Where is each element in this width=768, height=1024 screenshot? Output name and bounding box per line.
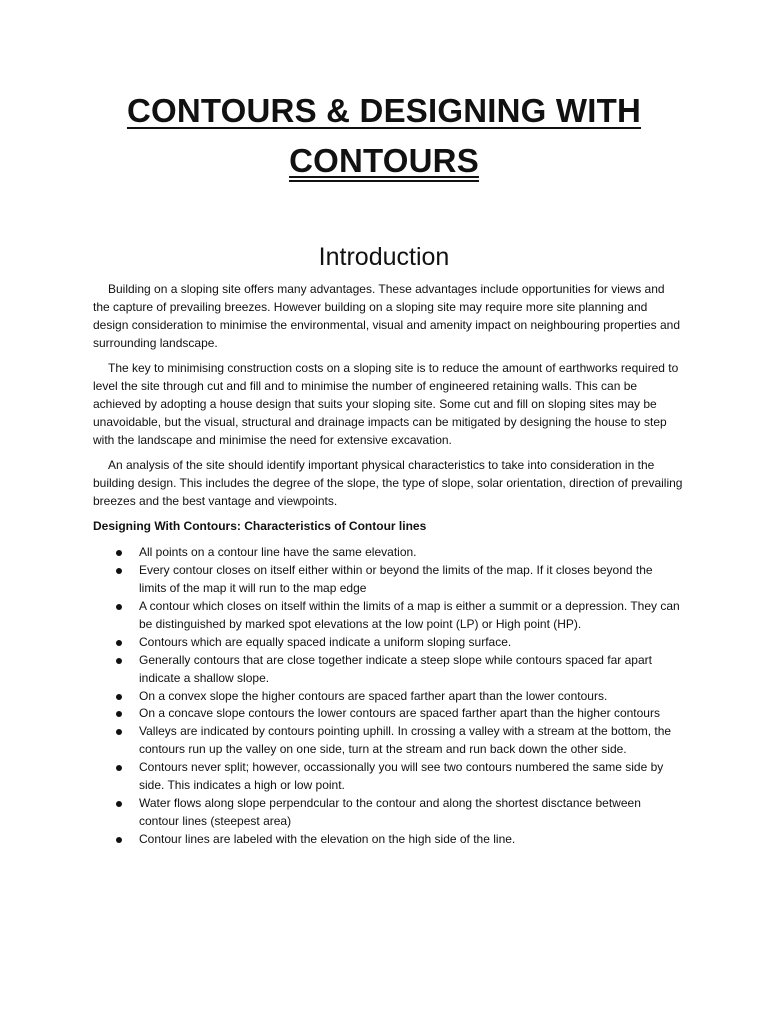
list-item xyxy=(93,562,683,598)
list-item-text: A contour which closes on itself within the limits of a map is either a summit or a depression. They can be distinguished by marked spot elevations at the low point (LP) or High point (HP). xyxy=(139,599,680,631)
list-item xyxy=(93,831,683,849)
list-item-text: Contours never split; however, occassionally you will see two contours numbered the same side by side. This indicates a high or low point. xyxy=(139,760,664,793)
list-item-text: On a concave slope contours the lower contours are spaced farther apart than the higher contours xyxy=(139,706,660,721)
bullet-icon xyxy=(116,729,122,735)
document-title xyxy=(60,86,708,186)
list-item xyxy=(93,544,683,562)
list-item-text: Every contour closes on itself either within or beyond the limits of the map. If it closes beyond the limits of the map it will run to the map edge xyxy=(139,563,653,596)
document-body xyxy=(93,281,683,849)
paragraph: The key to minimising construction costs on a sloping site is to reduce the amount of earthworks required to level the site through cut and fill and to minimise the number of engineered retaining walls. This can be achieved by adopting a house design that suits your sloping site. Some cut and fill on sloping sites may be unavoidable, but the visual, structural and drainage impacts can be mitigated by designing the house to step with the landscape and minimise the need for extensive excavation. xyxy=(93,361,679,447)
bullet-icon xyxy=(116,550,122,556)
list-item xyxy=(93,634,683,652)
paragraph: Building on a sloping site offers many advantages. These advantages include opportunities for views and the capture of prevailing breezes. However building on a sloping site may require more site planning and design consideration to minimise the environmental, visual and amenity impact on neighbouring properties and surrounding landscape. xyxy=(93,282,681,350)
bullet-icon xyxy=(116,568,122,574)
bullet-icon xyxy=(116,711,122,717)
list-item xyxy=(93,723,683,759)
list-item-text: Contours which are equally spaced indicate a uniform sloping surface. xyxy=(139,634,512,649)
list-item xyxy=(93,759,683,795)
list-item-text: Water flows along slope perpendcular to the contour and along the shortest disctance between contour lines (steepest area) xyxy=(139,795,641,828)
list-item-text: All points on a contour line have the same elevation. xyxy=(139,545,417,560)
bullet-icon xyxy=(116,694,122,700)
list-item-text: Valleys are indicated by contours pointing uphill. In crossing a valley with a stream at the bottom, the contours run up the valley on one side, turn at the stream and run back down the other side. xyxy=(139,724,672,757)
bullet-list xyxy=(93,544,683,848)
list-item xyxy=(93,795,683,831)
title-line-1: CONTOURS & DESIGNING WITH xyxy=(126,92,642,129)
list-item-text: On a convex slope the higher contours are spaced farther apart than the lower contours. xyxy=(139,688,608,703)
bullet-icon xyxy=(116,658,122,664)
list-item xyxy=(93,705,683,723)
list-item xyxy=(93,688,683,706)
subheading: Designing With Contours: Characteristics of Contour lines xyxy=(93,519,427,534)
list-item xyxy=(93,652,683,688)
bullet-icon xyxy=(116,801,122,807)
paragraph: An analysis of the site should identify important physical characteristics to take into consideration in the building design. This includes the degree of the slope, the type of slope, solar orientation, direction of prevailing breezes and the best vantage and viewpoints. xyxy=(93,458,683,508)
list-item-text: Contour lines are labeled with the elevation on the high side of the line. xyxy=(139,831,516,846)
list-item xyxy=(93,598,683,634)
list-item-text: Generally contours that are close together indicate a steep slope while contours spaced far apart indicate a shallow slope. xyxy=(139,652,652,685)
title-line-2: CONTOURS xyxy=(289,142,479,182)
bullet-icon xyxy=(116,765,122,771)
bullet-icon xyxy=(116,837,122,843)
section-title-introduction: Introduction xyxy=(318,243,450,271)
bullet-icon xyxy=(116,604,122,610)
bullet-icon xyxy=(116,640,122,646)
